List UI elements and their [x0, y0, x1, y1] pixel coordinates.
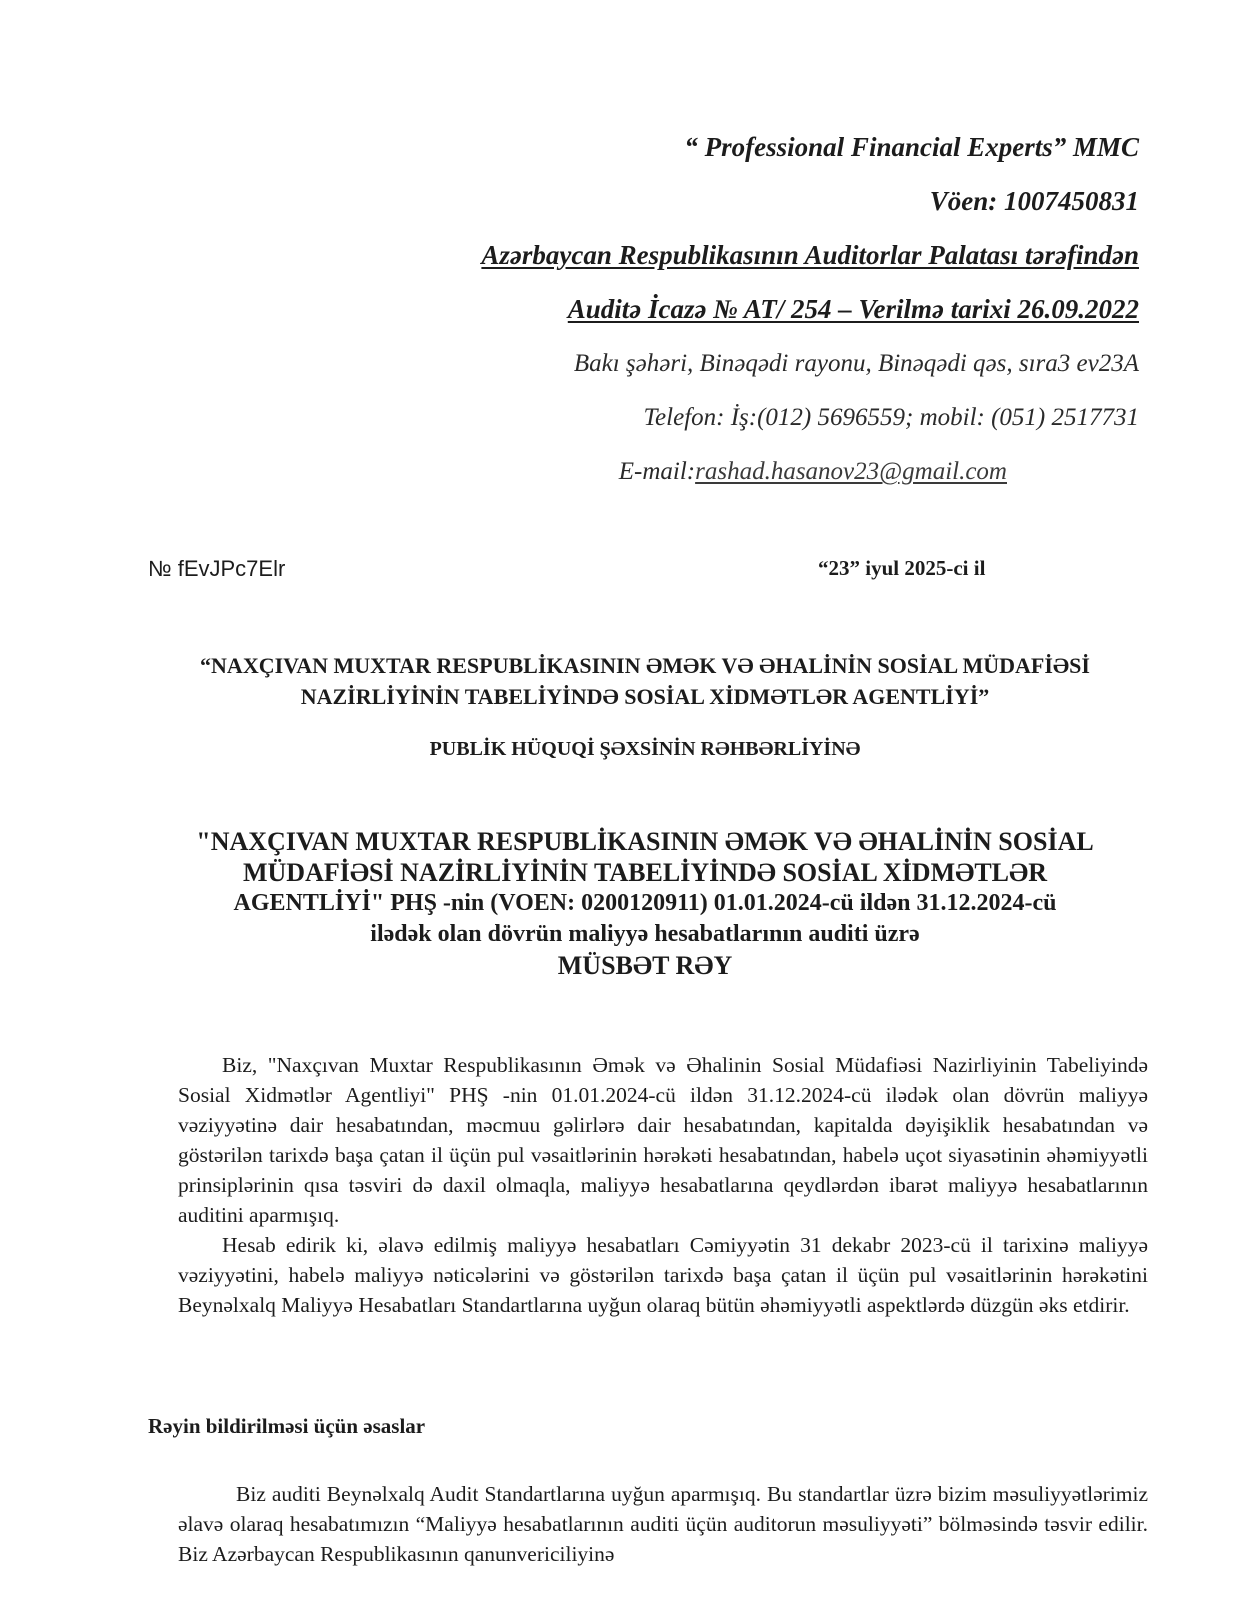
company-name: “ Professional Financial Experts” MMC [684, 132, 1139, 162]
reference-number: № fEvJPc7Elr [148, 556, 286, 581]
title-line-2: MÜDAFİƏSİ NAZİRLİYİNİN TABELİYİNDƏ SOSİAL XİDMƏTLƏR [242, 858, 1048, 887]
company-address: Bakı şəhəri, Binəqədi rayonu, Binəqədi qəs, sıra3 ev23A [573, 350, 1139, 377]
basis-paragraph-1: Biz auditi Beynəlxalq Audit Standartlarına uyğun aparmışıq. Bu standartlar üzrə bizim məsuliyyətlərimiz əlavə olaraq hesabatımızın “Maliyyə hesabatlarının auditi üçün auditorun məsuliyyəti” bölməsində təsvir edilir. Biz Azərbaycan Respublikasının qanunvericiliyinə [178, 1482, 1148, 1566]
company-phone: Telefon: İş:(012) 5696559; mobil: (051) 2517731 [643, 404, 1139, 431]
addressee [140, 650, 1150, 712]
letter-date: “23” iyul 2025-ci il [818, 556, 986, 580]
addressee-line-3: PUBLİK HÜQUQİ ŞƏXSİNİN RƏHBƏRLİYİNƏ [429, 738, 861, 760]
company-voen: Vöen: 1007450831 [929, 186, 1139, 216]
opinion-paragraph-1: Biz, "Naxçıvan Muxtar Respublikasının Əmək və Əhalinin Sosial Müdafiəsi Nazirliyinin Tabeliyində Sosial Xidmətlər Agentliyi" PHŞ -nin 01.01.2024-cü ildən 31.12.2024-cü ilədək olan dövrün maliyyə vəziyyətinə dair hesabatından, məcmuu gəlirlərə dair hesabatından, kapitalda dəyişiklik hesabatından və göstərilən tarixdə başa çatan il üçün pul vəsaitlərinin hərəkəti hesabatından, habelə uçot siyasətinin əhəmiyyətli prinsiplərinin qısa təsviri də daxil olmaqla, maliyyə hesabatlarına qeydlərdən ibarət maliyyə hesabatlarının auditini aparmışıq. [178, 1053, 1148, 1227]
basis-section [178, 1479, 1148, 1569]
email-link[interactable]: rashad.hasanov23@gmail.com [695, 458, 1007, 485]
title-line-1: "NAXÇIVAN MUXTAR RESPUBLİKASININ ƏMƏK VƏ ƏHALİNİN SOSİAL [196, 827, 1094, 856]
title-line-5: MÜSBƏT RƏY [557, 951, 733, 980]
addressee-line-2: NAZİRLİYİNİN TABELİYİNDƏ SOSİAL XİDMƏTLƏR AGENTLİYİ” [300, 684, 990, 709]
email-line [619, 458, 1007, 486]
opinion-paragraph-2: Hesab edirik ki, əlavə edilmiş maliyyə hesabatları Cəmiyyətin 31 dekabr 2023-cü il tarixinə maliyyə vəziyyətini, habelə maliyyə nəticələrini və göstərilən tarixdə başa çatan il üçün pul vəsaitlərinin hərəkətini Beynəlxalq Maliyyə Hesabatları Standartlarına uyğun olaraq bütün əhəmiyyətli aspektlərdə düzgün əks etdirir. [178, 1233, 1148, 1317]
basis-heading: Rəyin bildirilməsi üçün əsaslar [148, 1414, 426, 1438]
title-line-3: AGENTLİYİ" PHŞ -nin (VOEN: 0200120911) 01.01.2024-cü ildən 31.12.2024-cü [233, 890, 1057, 916]
email-label: E-mail: [618, 458, 696, 485]
title-line-4: ilədək olan dövrün maliyyə hesabatlarının auditi üzrə [370, 921, 920, 947]
license-info: Auditə İcazə № AT/ 254 – Verilmə tarixi 26.09.2022 [567, 294, 1139, 324]
license-issuer: Azərbaycan Respublikasının Auditorlar Palatası tərəfindən [481, 240, 1139, 270]
opinion-section [178, 1050, 1148, 1320]
document-title [140, 826, 1150, 981]
addressee-line-1: “NAXÇIVAN MUXTAR RESPUBLİKASININ ƏMƏK VƏ ƏHALİNİN SOSİAL MÜDAFİƏSİ [200, 653, 1090, 678]
